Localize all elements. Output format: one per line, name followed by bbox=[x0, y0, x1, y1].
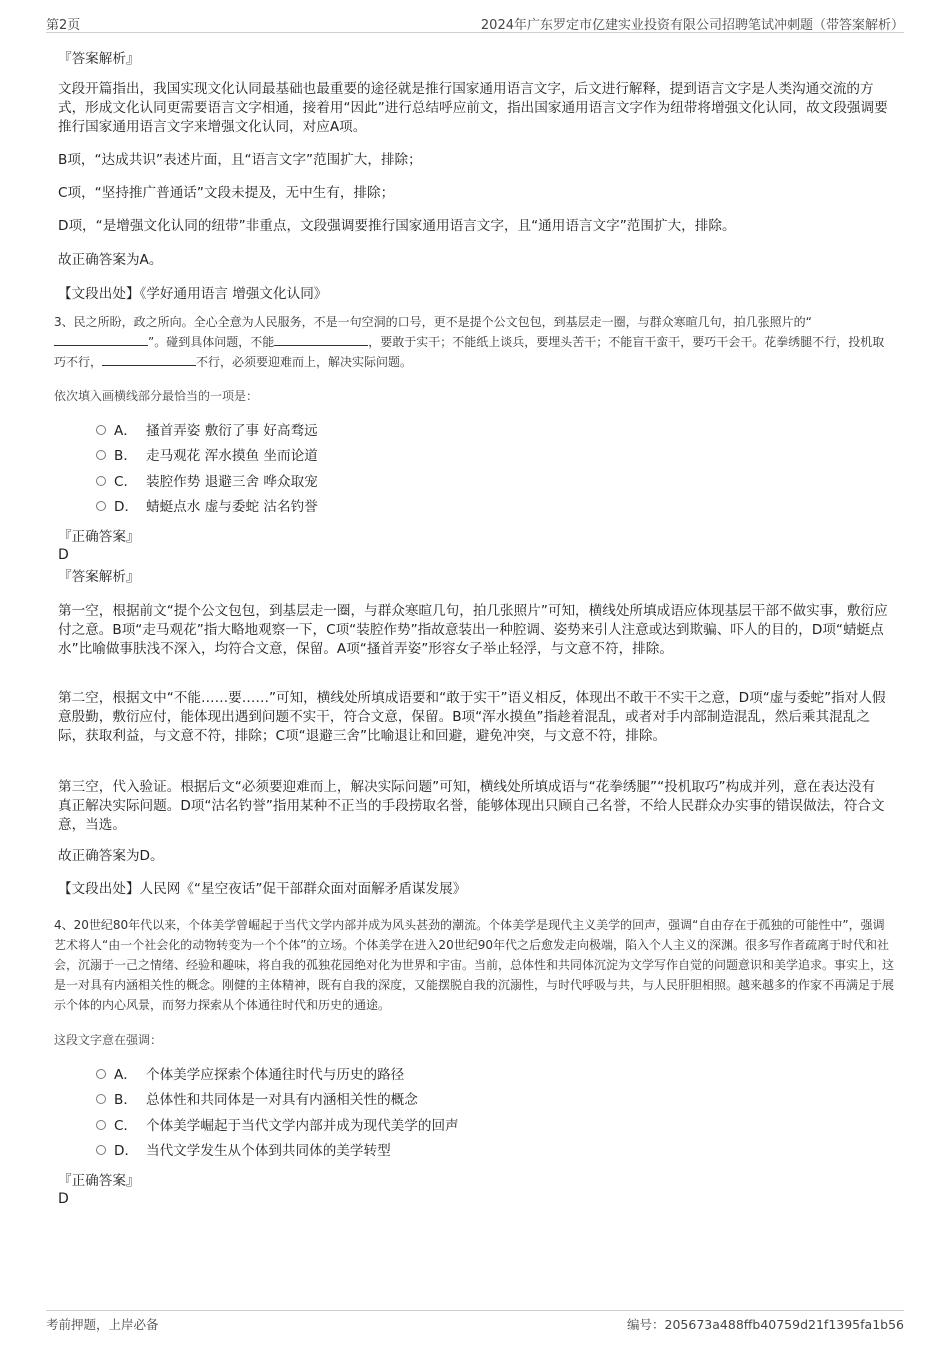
analysis-paragraph: D项，“是增强文化认同的纽带”非重点，文段强调要推行国家通用语言文字，且“通用语言文字”范围扩大，排除。 bbox=[58, 218, 736, 234]
analysis-conclusion: 故正确答案为A。 bbox=[58, 252, 163, 268]
option-a[interactable]: A． 搔首弄姿 敷衍了事 好高骛远 bbox=[96, 421, 318, 441]
correct-answer-value: D bbox=[58, 1191, 69, 1207]
footer-slogan: 考前押题，上岸必备 bbox=[46, 1317, 159, 1332]
page-header bbox=[46, 10, 904, 33]
analysis-paragraph: 第二空，根据文中“不能……要……”可知，横线处所填成语要和“敢于实干”语义相反，体现出不敢干不实干之意，D项“虚与委蛇”指对人假意殷勤，敷衍应付，能体现出遇到问题不实干，符合文意，保留。B项“浑水摸鱼”指趁着混乱，或者对手内部制造混乱，然后乘其混乱之际，获取利益，与文意不符，排除；C项“退避三舍”比喻退让和回避，避免冲突，与文意不符，排除。 bbox=[58, 690, 886, 744]
correct-answer-label: 『正确答案』 bbox=[58, 1173, 140, 1189]
blank-line-1 bbox=[54, 333, 148, 346]
blank-line-2 bbox=[274, 333, 368, 346]
option-b[interactable]: B． 总体性和共同体是一对具有内涵相关性的概念 bbox=[96, 1090, 418, 1110]
option-b[interactable]: B． 走马观花 浑水摸鱼 坐而论道 bbox=[96, 446, 318, 466]
question-prompt: 依次填入画横线部分最恰当的一项是： bbox=[54, 389, 259, 403]
analysis-conclusion: 故正确答案为D。 bbox=[58, 848, 164, 864]
radio-icon[interactable] bbox=[96, 1145, 106, 1155]
radio-icon[interactable] bbox=[96, 1069, 106, 1079]
radio-icon[interactable] bbox=[96, 450, 106, 460]
question-prompt: 这段文字意在强调： bbox=[54, 1033, 163, 1047]
question-4-text: 4、20世纪80年代以来，个体美学曾崛起于当代文学内部并成为风头甚劲的潮流。个体美学是现代主义美学的回声，强调“自由存在于孤独的可能性中”，强调艺术将人“由一个社会化的动物转变为一个个体”的立场。个体美学在进入20世纪90年代之后愈发走向极端，陷入个人主义的深渊。很多写作者疏离于时代和社会，沉溺于一己之情绪、经验和趣味，将自我的孤独花园绝对化为世界和宇宙。当前，总体性和共同体沉淀为文学写作自觉的问题意识和美学追求。事实上，这是一对具有内涵相关性的概念。刚健的主体精神，既有自我的深度，又能摆脱自我的沉溺性，与时代呼吸与共，与人民肝胆相照。越来越多的作家不再满足于展示个体的内心风景，而努力探索从个体通往时代和历史的通途。 bbox=[54, 918, 895, 1012]
document-title: 2024年广东罗定市亿建实业投资有限公司招聘笔试冲刺题（带答案解析） bbox=[480, 18, 904, 33]
question-3-text: 3、民之所盼，政之所向。全心全意为人民服务，不是一句空洞的口号，更不是提个公文包包，到基层走一圈，与群众寒暄几句，拍几张照片的“”。碰到具体问题，不能 ，要敢于实干；不能纸上谈兵，要埋头苦干；不能盲干蛮干，要巧干会干。花拳绣腿不行，投机取巧不行， 不行，必须要迎难而上，解决实际问题。 bbox=[54, 315, 885, 369]
analysis-label: 『答案解析』 bbox=[58, 51, 140, 67]
analysis-label: 『答案解析』 bbox=[58, 569, 140, 585]
option-a[interactable]: A． 个体美学应探索个体通往时代与历史的路径 bbox=[96, 1065, 404, 1085]
page-number: 第2页 bbox=[46, 18, 81, 33]
radio-icon[interactable] bbox=[96, 425, 106, 435]
option-c[interactable]: C． 装腔作势 退避三舍 哗众取宠 bbox=[96, 472, 318, 492]
radio-icon[interactable] bbox=[96, 476, 106, 486]
radio-icon[interactable] bbox=[96, 1120, 106, 1130]
correct-answer-label: 『正确答案』 bbox=[58, 529, 140, 545]
option-d[interactable]: D． 当代文学发生从个体到共同体的美学转型 bbox=[96, 1141, 391, 1161]
blank-line-3 bbox=[102, 353, 196, 366]
source-citation: 【文段出处】《学好通用语言 增强文化认同》 bbox=[58, 286, 328, 302]
analysis-paragraph: C项，“坚持推广普通话”文段未提及，无中生有，排除； bbox=[58, 185, 395, 201]
radio-icon[interactable] bbox=[96, 1094, 106, 1104]
analysis-paragraph: 第三空，代入验证。根据后文“必须要迎难而上，解决实际问题”可知，横线处所填成语与“花拳绣腿”“投机取巧”构成并列，意在表达没有真正解决实际问题。D项“沽名钓誉”指用某种不正当的手段捞取名誉，能够体现出只顾自己名誉，不给人民群众办实事的错误做法，符合文意，当选。 bbox=[58, 779, 885, 833]
analysis-paragraph: 第一空，根据前文“提个公文包包，到基层走一圈，与群众寒暄几句，拍几张照片”可知，横线处所填成语应体现基层干部不做实事，敷衍应付之意。B项“走马观花”指大略地观察一下，C项“装腔作势”指故意装出一种腔调、姿势来引人注意或达到欺骗、吓人的目的，D项“蜻蜓点水”比喻做事肤浅不深入，均符合文意，保留。A项“搔首弄姿”形容女子举止轻浮，与文意不符，排除。 bbox=[58, 603, 888, 657]
document-id: 编号：205673a488ffb40759d21f1395fa1b56 bbox=[627, 1317, 904, 1332]
option-d[interactable]: D． 蜻蜓点水 虚与委蛇 沽名钓誉 bbox=[96, 497, 318, 517]
analysis-paragraph: 文段开篇指出，我国实现文化认同最基础也最重要的途径就是推行国家通用语言文字，后文进行解释，提到语言文字是人类沟通交流的方式，形成文化认同更需要语言文字相通，接着用“因此”进行总结呼应前文，指出国家通用语言文字作为纽带将增强文化认同，故文段强调要推行国家通用语言文字来增强文化认同，对应A项。 bbox=[58, 81, 888, 135]
page-footer bbox=[46, 1310, 904, 1335]
analysis-paragraph: B项，“达成共识”表述片面，且“语言文字”范围扩大，排除； bbox=[58, 152, 422, 168]
option-c[interactable]: C． 个体美学崛起于当代文学内部并成为现代美学的回声 bbox=[96, 1116, 459, 1136]
radio-icon[interactable] bbox=[96, 501, 106, 511]
source-citation: 【文段出处】人民网《“星空夜话”促干部群众面对面解矛盾谋发展》 bbox=[58, 881, 467, 897]
correct-answer-value: D bbox=[58, 547, 69, 563]
